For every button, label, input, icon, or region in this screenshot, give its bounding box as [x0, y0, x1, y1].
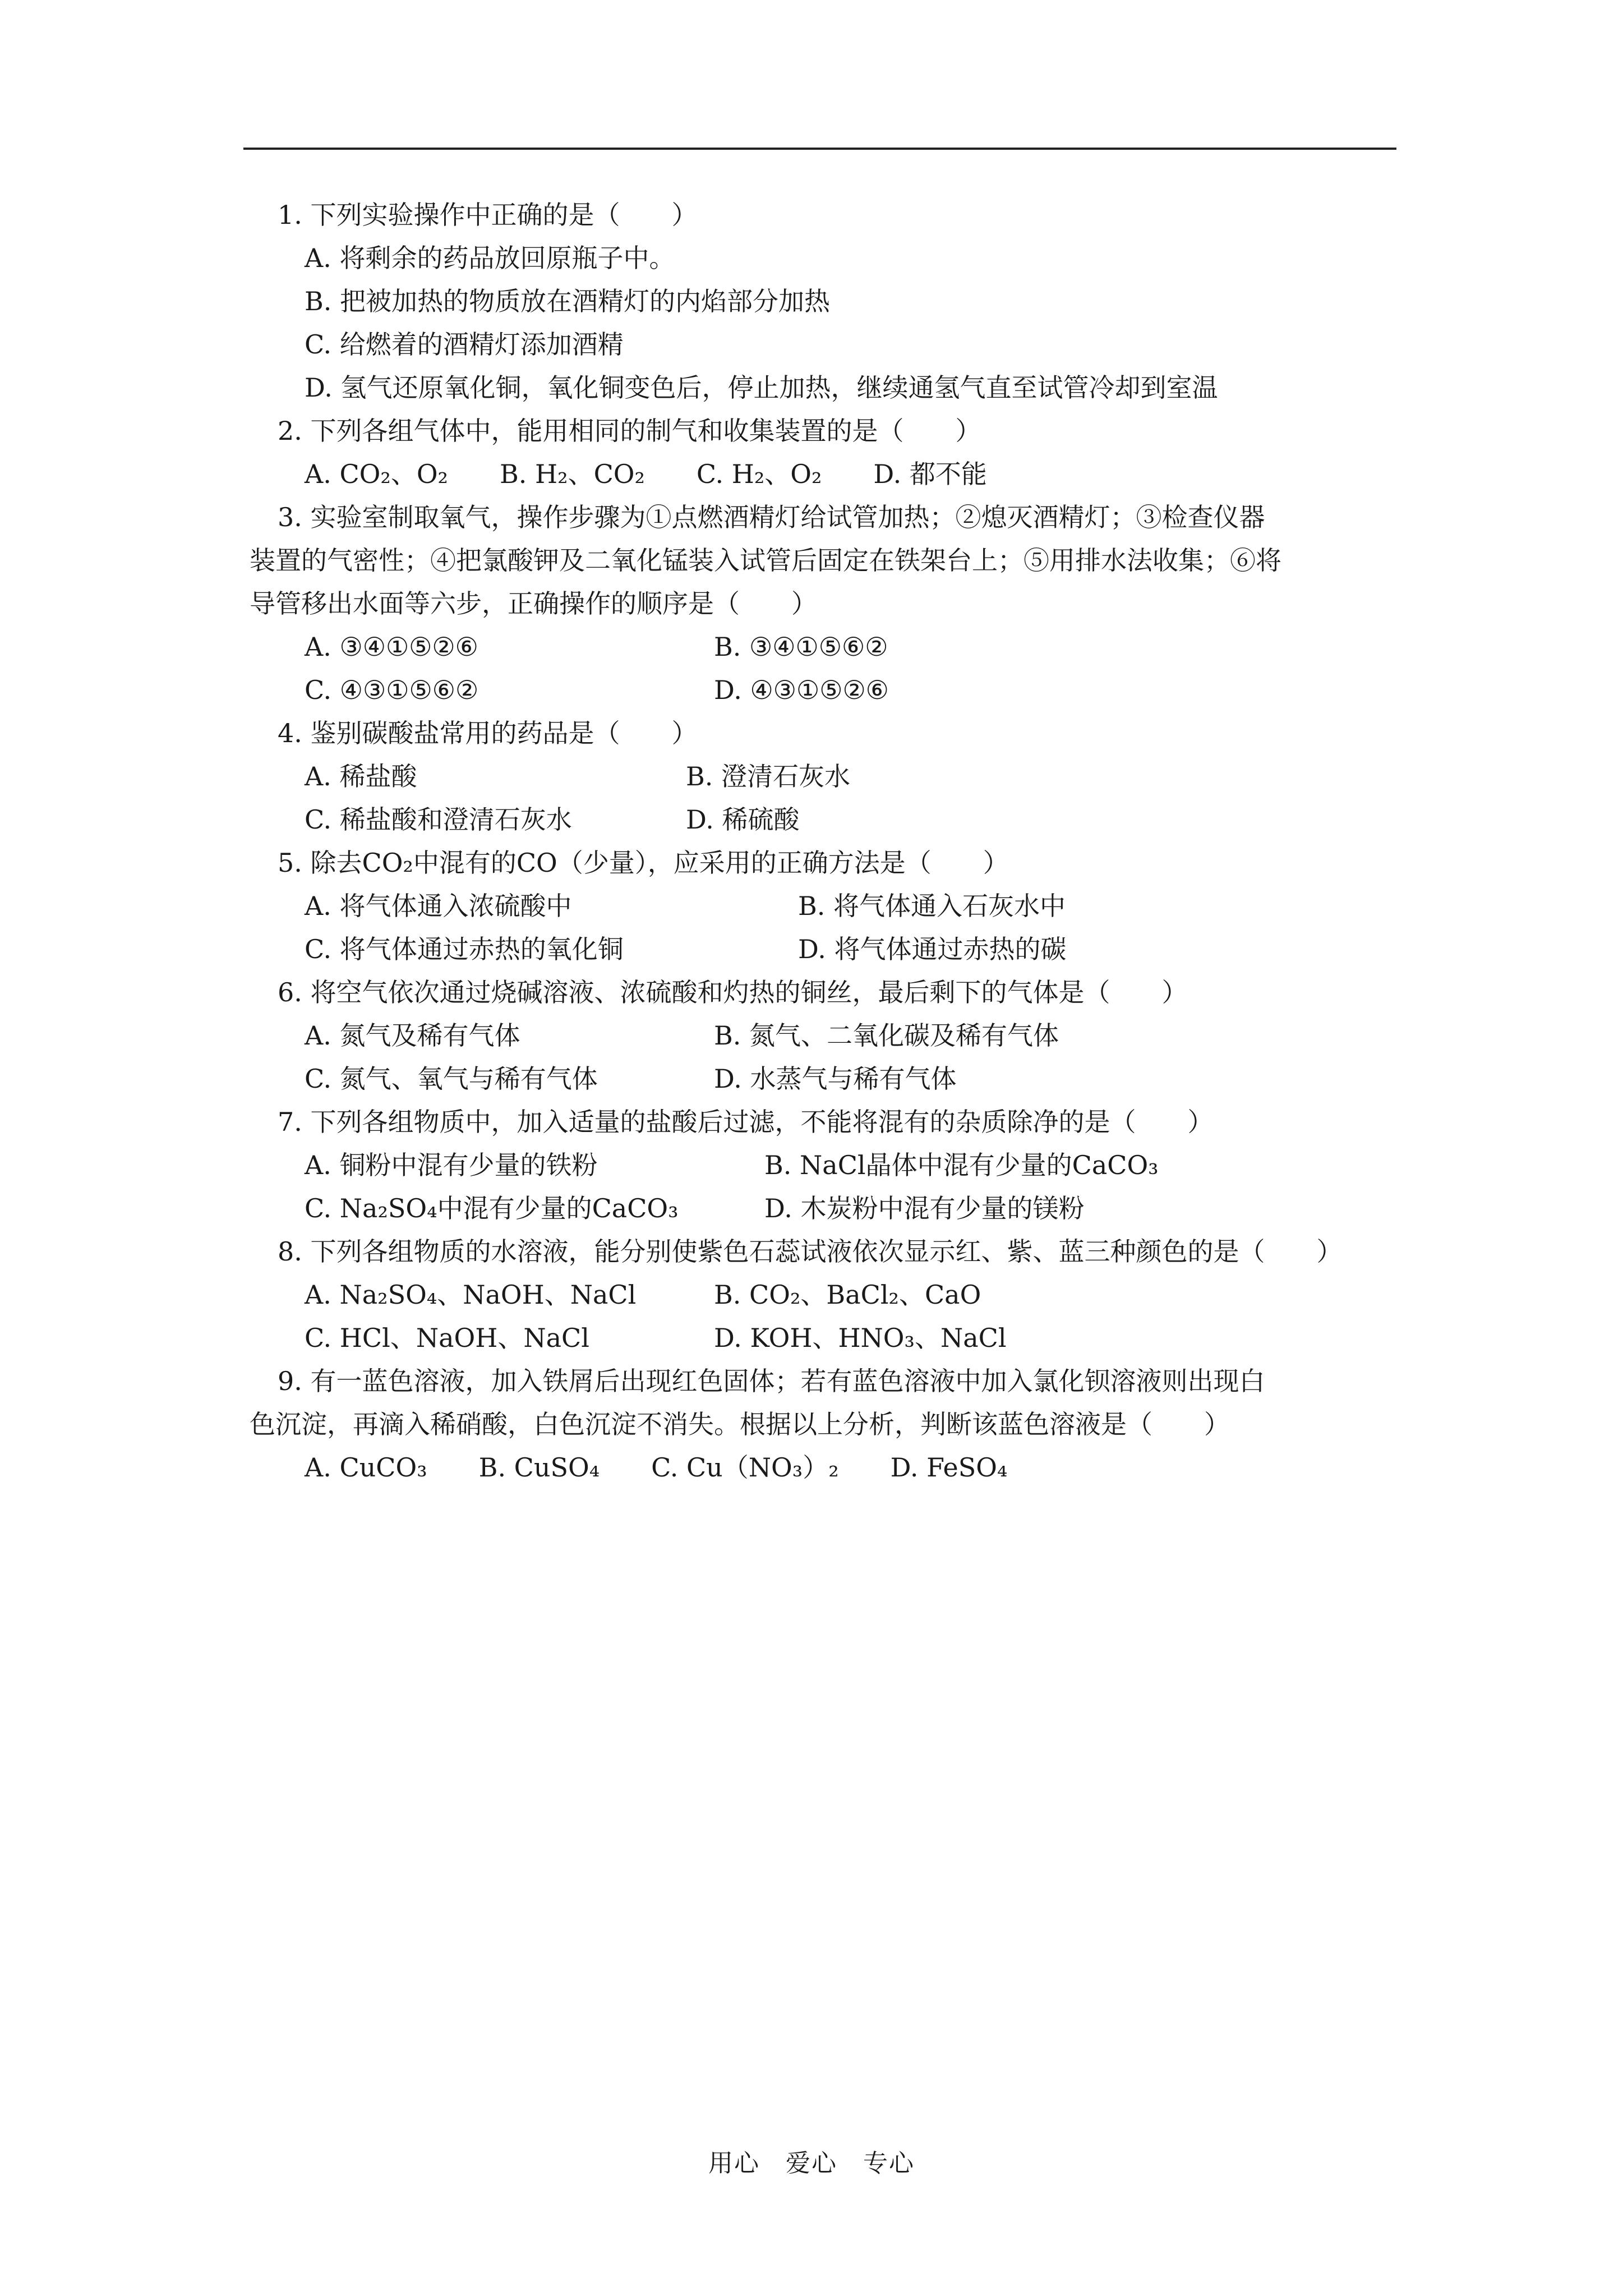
answer-option: A. 铜粉中混有少量的铁粉	[305, 1150, 598, 1180]
option-row	[250, 669, 1391, 712]
answer-option: D. 将气体通过赤热的碳	[798, 934, 1067, 964]
option-row	[250, 885, 1391, 928]
question-list	[250, 194, 1391, 1489]
option-row	[250, 1273, 1391, 1317]
answer-option: C. ④③①⑤⑥②	[305, 675, 479, 705]
answer-option: A. CO₂、O₂ B. H₂、CO₂ C. H₂、O₂ D. 都不能	[305, 459, 987, 489]
question-3	[250, 496, 1391, 712]
question-stem: 5. 除去CO₂中混有的CO（少量），应采用的正确方法是（ ）	[278, 848, 1009, 878]
question-1	[250, 194, 1391, 409]
answer-option: A. 稀盐酸	[305, 761, 417, 792]
answer-option: A. 将剩余的药品放回原瓶子中。	[305, 243, 675, 273]
option-row	[250, 453, 1391, 496]
answer-option: B. CO₂、BaCl₂、CaO	[714, 1280, 981, 1310]
option-row	[250, 625, 1391, 669]
question-8	[250, 1230, 1391, 1360]
answer-option: C. Na₂SO₄中混有少量的CaCO₃	[305, 1193, 679, 1223]
question-7	[250, 1101, 1391, 1230]
question-stem: 3. 实验室制取氧气，操作步骤为①点燃酒精灯给试管加热；②熄灭酒精灯；③检查仪器	[278, 502, 1265, 532]
answer-option: D. 木炭粉中混有少量的镁粉	[764, 1193, 1085, 1223]
option-row	[250, 1446, 1391, 1489]
answer-option: D. 氢气还原氧化铜，氧化铜变色后，停止加热，继续通氢气直至试管冷却到室温	[305, 372, 1218, 403]
option-row	[250, 798, 1391, 841]
option-row	[250, 237, 1391, 280]
question-4	[250, 712, 1391, 841]
question-stem: 9. 有一蓝色溶液，加入铁屑后出现红色固体；若有蓝色溶液中加入氯化钡溶液则出现白	[278, 1366, 1265, 1396]
answer-option: A. 氮气及稀有气体	[305, 1020, 520, 1051]
answer-option: C. 给燃着的酒精灯添加酒精	[305, 329, 624, 360]
answer-option: D. 水蒸气与稀有气体	[714, 1064, 957, 1094]
option-row	[250, 323, 1391, 366]
page-footer: 用心 爱心 专心	[708, 2149, 915, 2178]
option-row	[250, 928, 1391, 971]
question-2	[250, 409, 1391, 496]
answer-option: C. 稀盐酸和澄清石灰水	[305, 804, 572, 835]
answer-option: A. Na₂SO₄、NaOH、NaCl	[305, 1280, 637, 1310]
question-stem: 色沉淀，再滴入稀硝酸，白色沉淀不消失。根据以上分析，判断该蓝色溶液是（ ）	[250, 1409, 1230, 1439]
question-stem: 装置的气密性；④把氯酸钾及二氧化锰装入试管后固定在铁架台上；⑤用排水法收集；⑥将	[250, 545, 1281, 576]
answer-option: B. NaCl晶体中混有少量的CaCO₃	[764, 1150, 1159, 1180]
question-stem: 8. 下列各组物质的水溶液，能分别使紫色石蕊试液依次显示红、紫、蓝三种颜色的是（ ）	[278, 1236, 1343, 1267]
answer-option: B. ③④①⑤⑥②	[714, 632, 888, 662]
option-row	[250, 1057, 1391, 1101]
option-row	[250, 366, 1391, 409]
answer-option: D. ④③①⑤②⑥	[714, 675, 889, 705]
option-row	[250, 1014, 1391, 1057]
answer-option: C. 将气体通过赤热的氧化铜	[305, 934, 624, 964]
answer-option: B. 将气体通入石灰水中	[798, 891, 1066, 921]
question-stem: 导管移出水面等六步，正确操作的顺序是（ ）	[250, 588, 817, 619]
question-stem: 4. 鉴别碳酸盐常用的药品是（ ）	[278, 718, 698, 748]
question-5	[250, 841, 1391, 971]
answer-option: B. 氮气、二氧化碳及稀有气体	[714, 1020, 1059, 1051]
question-stem: 2. 下列各组气体中，能用相同的制气和收集装置的是（ ）	[278, 416, 981, 446]
answer-option: A. CuCO₃ B. CuSO₄ C. Cu（NO₃）₂ D. FeSO₄	[305, 1452, 1008, 1483]
question-9	[250, 1360, 1391, 1489]
option-row	[250, 755, 1391, 798]
option-row	[250, 1144, 1391, 1187]
answer-option: B. 把被加热的物质放在酒精灯的内焰部分加热	[305, 286, 831, 316]
question-stem: 6. 将空气依次通过烧碱溶液、浓硫酸和灼热的铜丝，最后剩下的气体是（ ）	[278, 977, 1188, 1007]
option-row	[250, 1317, 1391, 1360]
question-6	[250, 971, 1391, 1101]
answer-option: C. HCl、NaOH、NaCl	[305, 1323, 589, 1353]
answer-option: A. ③④①⑤②⑥	[305, 632, 478, 662]
question-stem: 7. 下列各组物质中，加入适量的盐酸后过滤，不能将混有的杂质除净的是（ ）	[278, 1107, 1214, 1137]
answer-option: D. 稀硫酸	[686, 804, 800, 835]
option-row	[250, 1187, 1391, 1230]
question-stem: 1. 下列实验操作中正确的是（ ）	[278, 200, 698, 230]
answer-option: C. 氮气、氧气与稀有气体	[305, 1064, 598, 1094]
option-row	[250, 280, 1391, 323]
header-rule	[243, 148, 1396, 150]
answer-option: D. KOH、HNO₃、NaCl	[714, 1323, 1007, 1353]
answer-option: B. 澄清石灰水	[686, 761, 851, 792]
answer-option: A. 将气体通入浓硫酸中	[305, 891, 572, 921]
